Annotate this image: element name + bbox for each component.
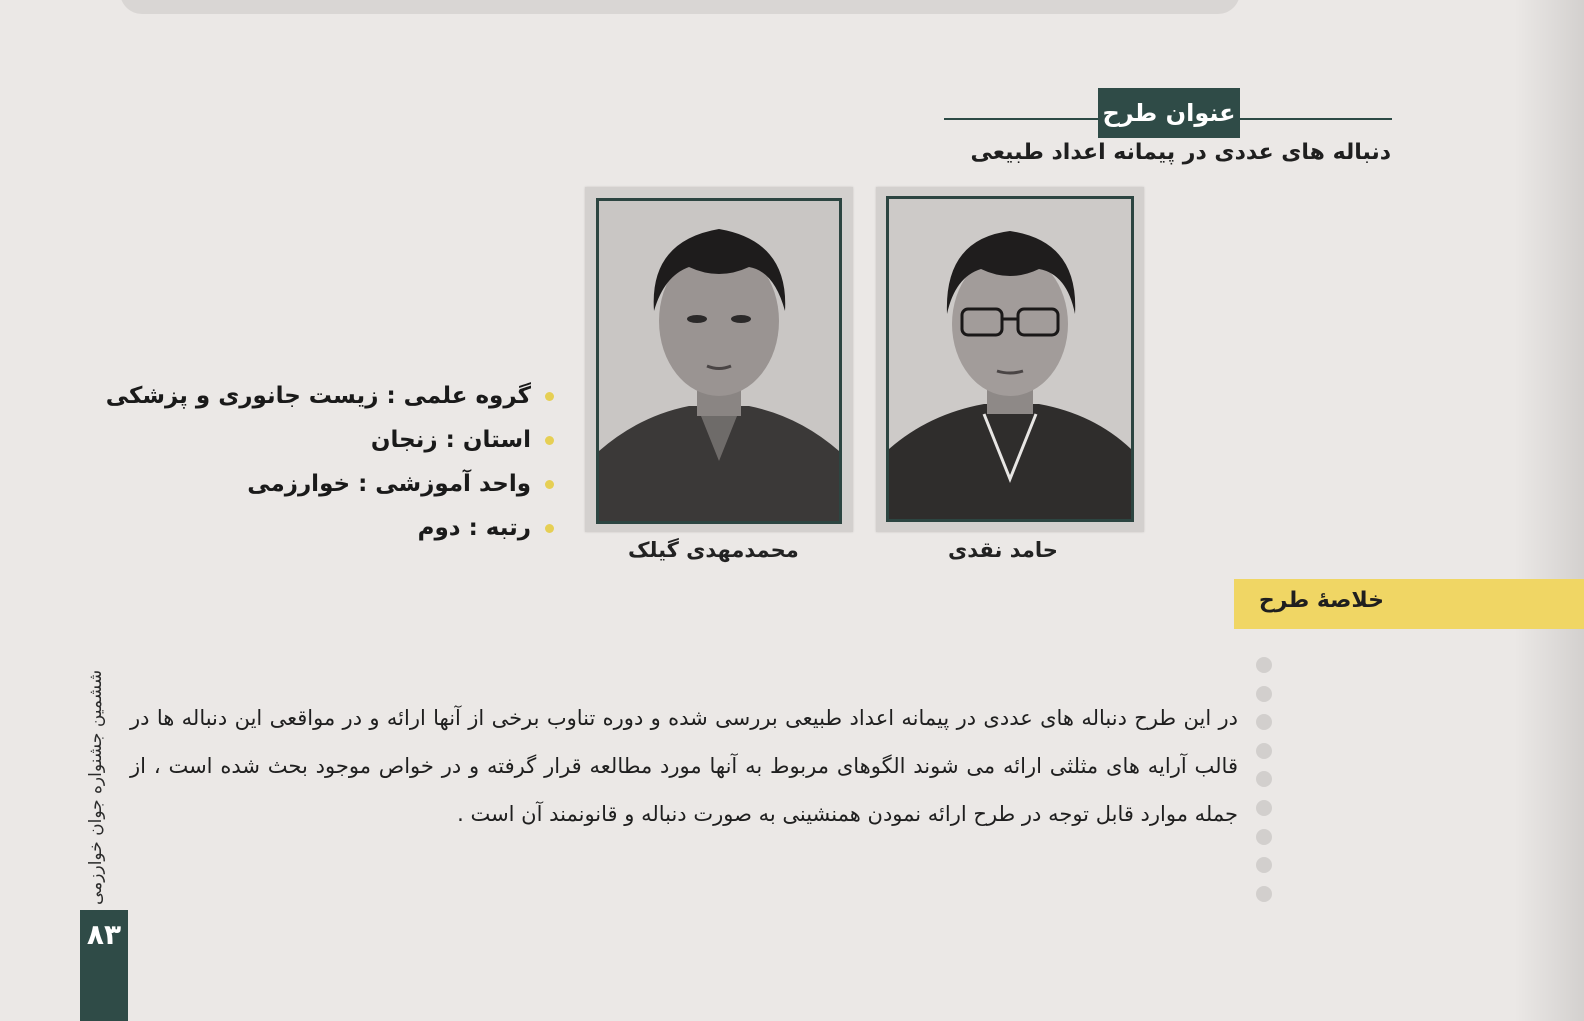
summary-body: در این طرح دنباله های عددی در پیمانه اعداد طبیعی بررسی شده و دوره تناوب برخی از آنها ارائه و در مواقعی این دنباله ها در قالب آرایه های مثلثی ارائه می شوند الگوهای مربوط به آنها مورد مطالعه قرار گرفته و در خواص موجود بحث شده است ، از جمله موارد قابل توجه در طرح ارائه نمودن همنشینی به صورت دنباله و قانونمند آن است . [130,706,1238,826]
dot [1256,714,1272,730]
page-shadow [120,0,1240,14]
dot [1256,857,1272,873]
info-item-province: استان : زنجان [106,418,554,462]
bullet-icon [545,480,554,489]
portrait-naghdi-image [889,199,1131,519]
info-item-group: گروه علمی : زیست جانوری و پزشکی [106,374,554,418]
page-edge-shadow [1514,0,1584,1021]
info-item-rank: رتبه : دوم [106,506,554,550]
portrait-gilak-image [599,201,839,521]
dot [1256,886,1272,902]
festival-side-text: ششمین جشنواره جوان خوارزمی [86,669,106,905]
portrait-photo-gilak [596,198,842,524]
summary-label: خلاصهٔ طرح [1258,588,1384,613]
info-list [106,374,554,550]
dot [1256,800,1272,816]
name-caption-naghdi: حامد نقدی [948,538,1058,562]
bullet-icon [545,392,554,401]
info-item-unit: واحد آموزشی : خوارزمی [106,462,554,506]
dot [1256,686,1272,702]
portrait-photo-naghdi [886,196,1134,522]
page-number: ۸۳ [86,918,122,951]
dot [1256,829,1272,845]
project-title: دنباله های عددی در پیمانه اعداد طبیعی [970,140,1391,165]
name-caption-gilak: محمدمهدی گیلک [628,538,799,562]
title-label: عنوان طرح [1098,88,1240,138]
bullet-icon [545,436,554,445]
bullet-icon [545,524,554,533]
dot [1256,657,1272,673]
decorative-dots [1256,657,1274,914]
dot [1256,771,1272,787]
dot [1256,743,1272,759]
